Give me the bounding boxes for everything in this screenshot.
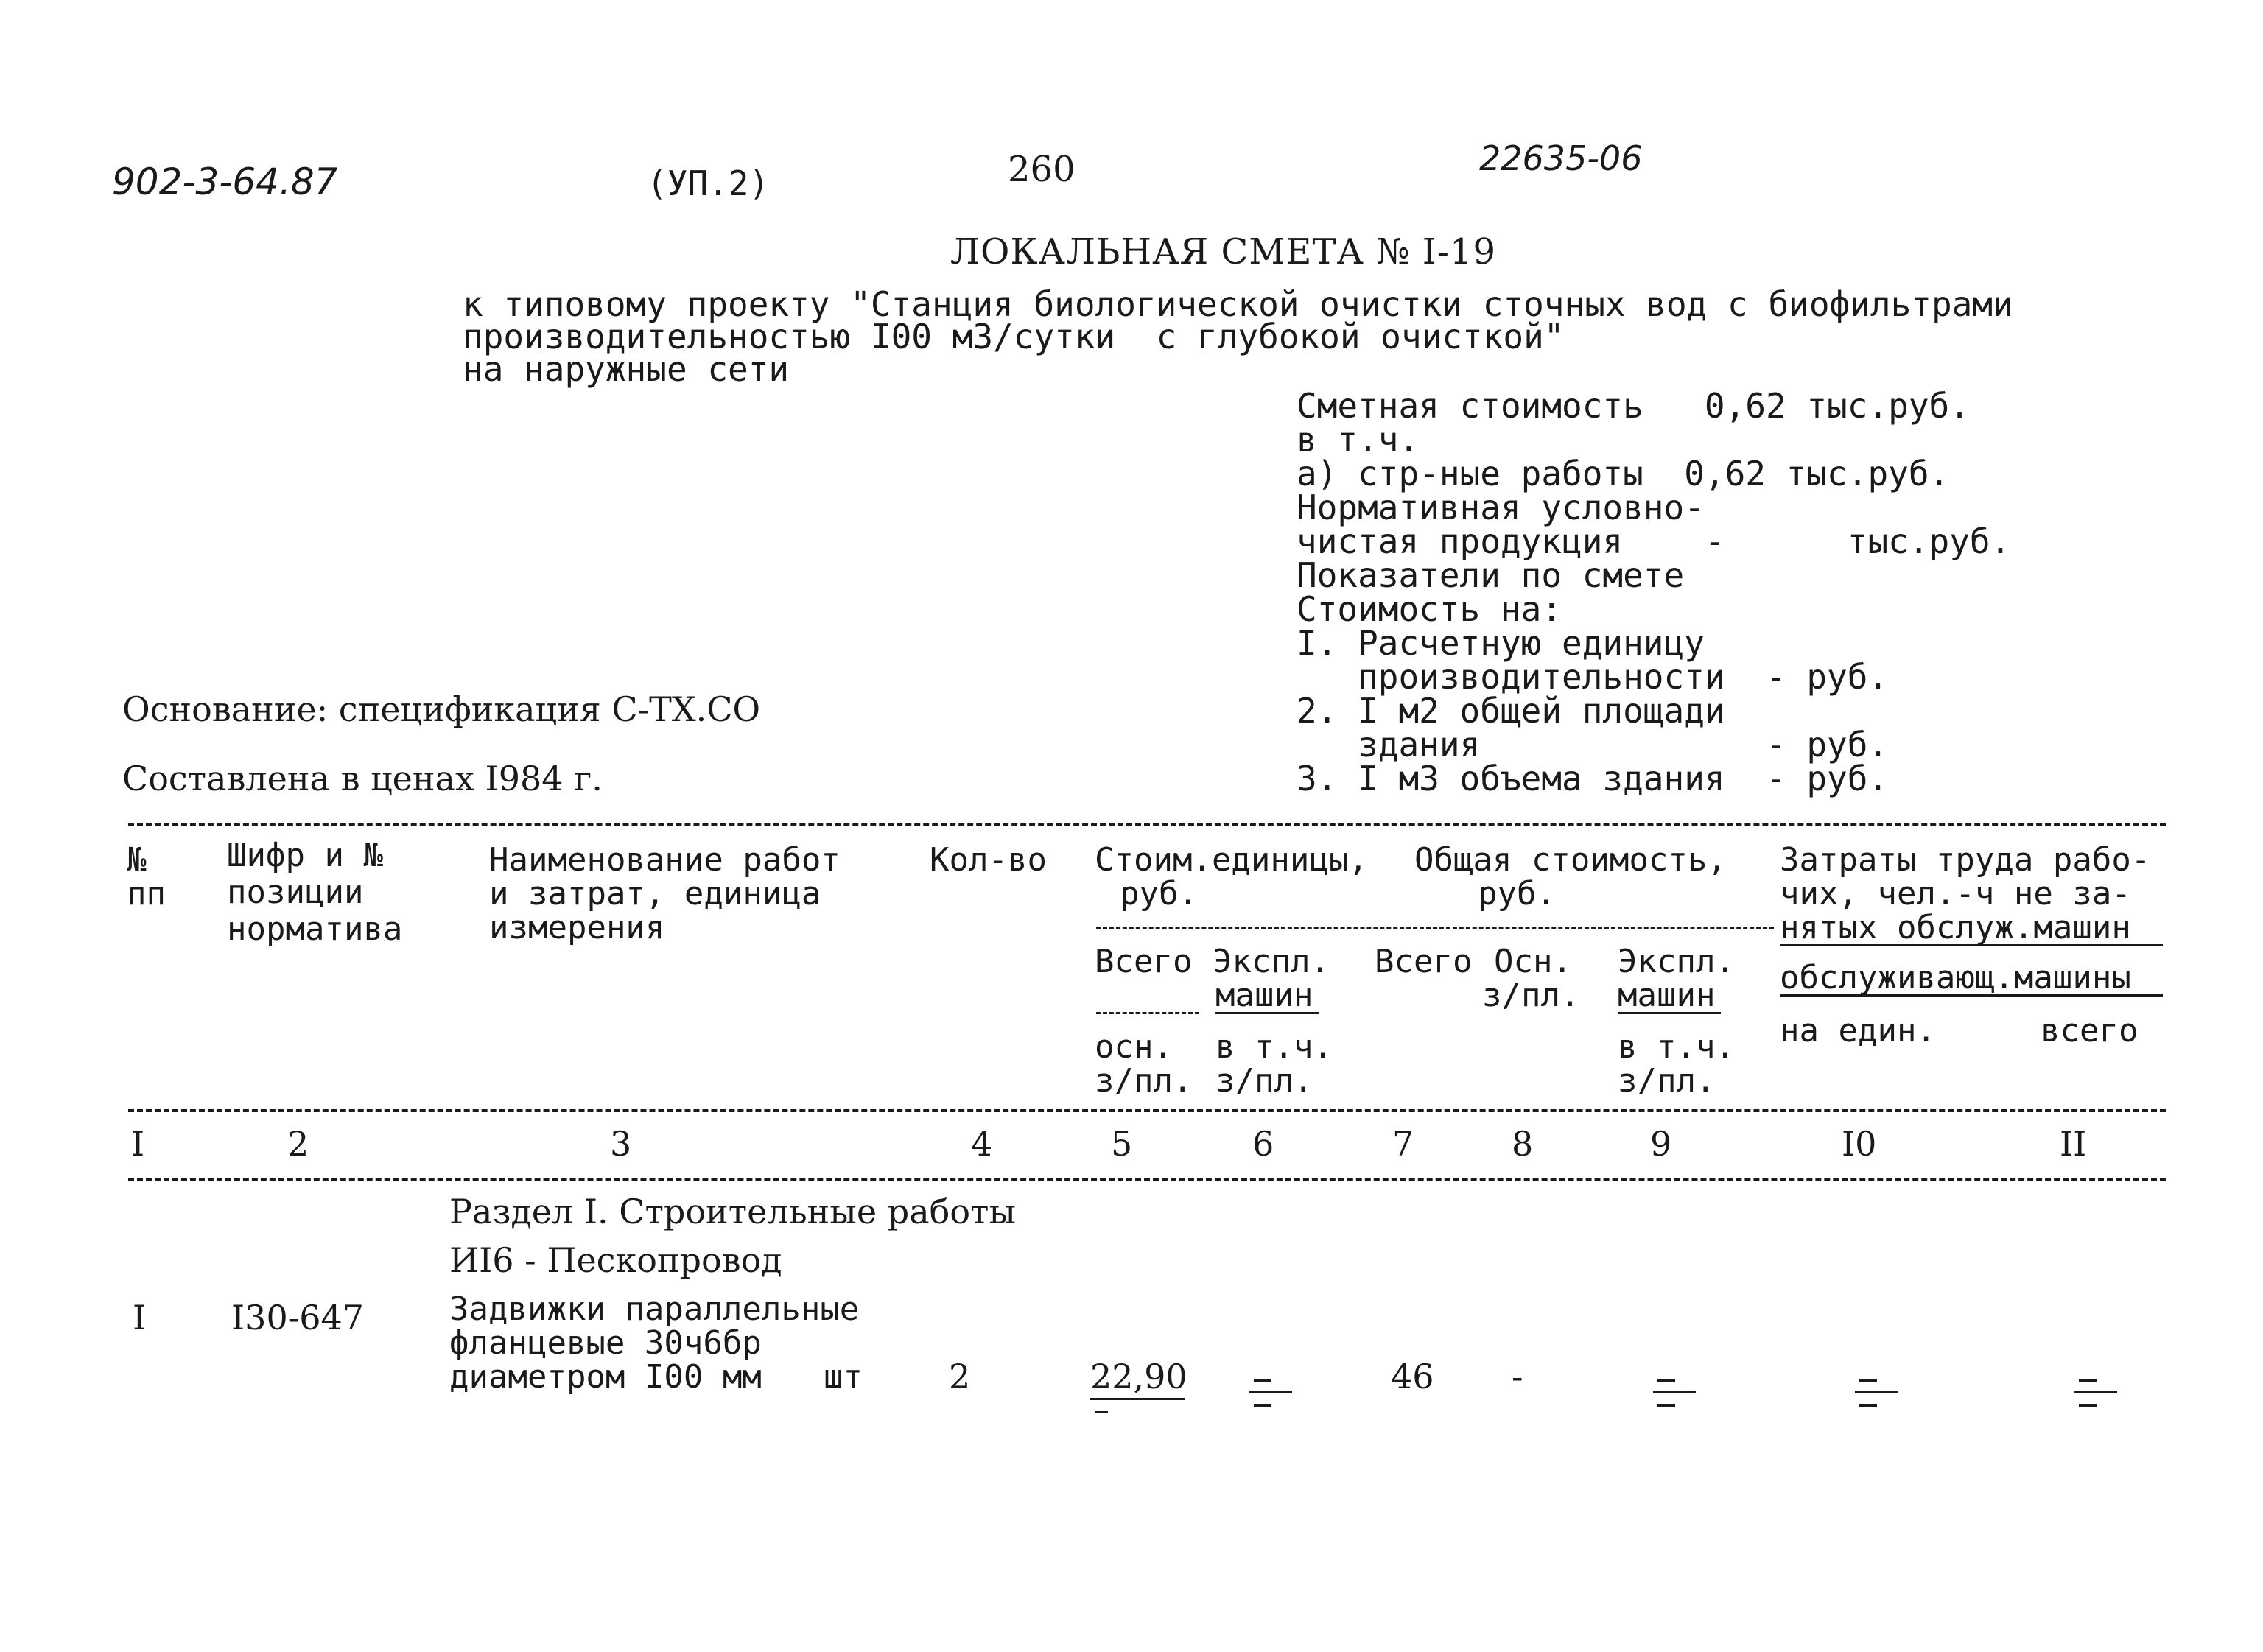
- header-total-expl-line2: машин: [1618, 977, 1716, 1014]
- inventory-number: 22635-06: [1479, 138, 1643, 178]
- header-all: всего: [2041, 1012, 2139, 1050]
- empty-value-mark: [1855, 1379, 1898, 1410]
- summary-line: Сметная стоимость 0,62 тыс.руб.: [1297, 386, 1970, 426]
- header-mid-rule: [1096, 927, 1774, 929]
- header-unit-expl-underline: [1215, 1012, 1319, 1014]
- prices-text: Составлена в ценах I984 г.: [122, 759, 603, 798]
- column-number: 5: [1111, 1124, 1133, 1164]
- empty-value-mark: [1653, 1379, 1696, 1410]
- row-code: I30-647: [231, 1298, 365, 1338]
- header-labor-underline-1: [1780, 944, 2163, 946]
- header-total-osn-line1: Осн.: [1494, 943, 1572, 980]
- row-unit-cost-underline: [1090, 1398, 1185, 1400]
- column-number: 3: [610, 1124, 632, 1164]
- doc-code: 902-3-64.87: [112, 161, 338, 203]
- header-total-vtch-line1: в т.ч.: [1618, 1028, 1735, 1066]
- header-col3-line2: и затрат, единица: [489, 875, 821, 913]
- summary-line: Нормативная условно-: [1297, 488, 1705, 527]
- page-number: 260: [1008, 149, 1076, 190]
- page-title: ЛОКАЛЬНАЯ СМЕТА № I-19: [950, 231, 1497, 273]
- column-number: 6: [1252, 1124, 1274, 1164]
- header-unit-expl-line1: Экспл.: [1213, 943, 1330, 980]
- header-per-unit: на един.: [1780, 1012, 1936, 1050]
- header-unit-expl-line2: машин: [1215, 977, 1313, 1014]
- summary-line: 2. I м2 общей площади: [1297, 691, 1725, 731]
- row-qty: 2: [949, 1357, 971, 1396]
- header-unit-total: Всего: [1095, 943, 1193, 980]
- row-name-line2: фланцевые 30ч6бр: [449, 1324, 762, 1362]
- subtitle-line-1: к типовому проекту "Станция биологической очистки сточных вод с биофильтрами: [463, 284, 2013, 324]
- header-labor-underline-2: [1780, 994, 2163, 997]
- summary-line: здания - руб.: [1297, 725, 1889, 765]
- album-code: (УП.2): [647, 164, 770, 203]
- header-labor-line1: Затраты труда рабо-: [1780, 841, 2151, 879]
- section-title: Раздел I. Строительные работы: [449, 1192, 1017, 1231]
- column-number: I: [131, 1124, 145, 1164]
- header-osn-zp-line1: осн.: [1095, 1028, 1173, 1066]
- row-name-line1: Задвижки параллельные: [449, 1290, 860, 1328]
- header-col1-line1: №: [127, 841, 147, 879]
- column-numbers-bottom-rule: [128, 1178, 2166, 1181]
- summary-line: 3. I м3 объема здания - руб.: [1297, 759, 1889, 798]
- column-numbers-top-rule: [128, 1109, 2166, 1112]
- header-total-cost-line1: Общая стоимость,: [1414, 841, 1727, 879]
- column-number: I0: [1842, 1124, 1877, 1164]
- column-number: 4: [971, 1124, 993, 1164]
- header-labor-line2: чих, чел.-ч не за-: [1780, 875, 2131, 913]
- header-labor-line3: нятых обслуж.машин: [1780, 909, 2131, 946]
- row-unit-cost: 22,90: [1090, 1357, 1187, 1396]
- summary-line: Показатели по смете: [1297, 555, 1685, 595]
- row-osn-zp: -: [1512, 1357, 1523, 1396]
- row-unit: шт: [824, 1358, 863, 1396]
- header-unit-cost-line2: руб.: [1120, 875, 1198, 913]
- summary-line: чистая продукция - тыс.руб.: [1297, 521, 2011, 561]
- subtitle-line-3: на наружные сети: [463, 349, 790, 389]
- header-col1-line2: пп: [127, 875, 166, 913]
- header-labor-line4: обслуживающ.машины: [1780, 959, 2131, 997]
- header-total-expl-underline: [1618, 1012, 1721, 1014]
- row-number: I: [133, 1298, 147, 1338]
- header-col2-line2: позиции: [227, 874, 364, 911]
- header-total-total: Всего: [1375, 943, 1473, 980]
- summary-line: а) стр-ные работы 0,62 тыс.руб.: [1297, 454, 1950, 493]
- column-number: 9: [1650, 1124, 1672, 1164]
- header-unit-total-rule: [1096, 1012, 1199, 1014]
- header-col2-line3: норматива: [227, 910, 403, 948]
- basis-text: Основание: спецификация С-ТХ.СО: [122, 689, 761, 729]
- column-number: 7: [1392, 1124, 1414, 1164]
- column-number: 8: [1512, 1124, 1534, 1164]
- summary-line: в т.ч.: [1297, 420, 1420, 460]
- header-total-osn-line2: з/пл.: [1482, 977, 1580, 1014]
- header-col3-line1: Наименование работ: [489, 841, 841, 879]
- summary-line: Стоимость на:: [1297, 589, 1562, 629]
- row-name-line3: диаметром I00 мм: [449, 1358, 762, 1396]
- empty-value-mark: [2074, 1379, 2117, 1410]
- header-total-cost-line2: руб.: [1478, 875, 1556, 913]
- header-vtch-line2: з/пл.: [1215, 1062, 1313, 1100]
- table-top-rule: [128, 823, 2166, 826]
- summary-line: I. Расчетную единицу: [1297, 623, 1705, 663]
- header-osn-zp-line2: з/пл.: [1095, 1062, 1193, 1100]
- header-col3-line3: измерения: [489, 909, 665, 946]
- row-total-cost: 46: [1391, 1357, 1434, 1396]
- header-vtch-line1: в т.ч.: [1215, 1028, 1333, 1066]
- header-col2-line1: Шифр и №: [227, 837, 383, 874]
- header-total-expl-line1: Экспл.: [1618, 943, 1735, 980]
- subsection-title: ИI6 - Пескопровод: [449, 1240, 782, 1280]
- row-unit-cost-dash: [1095, 1411, 1108, 1413]
- header-total-vtch-line2: з/пл.: [1618, 1062, 1716, 1100]
- summary-line: производительности - руб.: [1297, 657, 1889, 697]
- header-col4: Кол-во: [930, 841, 1047, 879]
- column-number: 2: [287, 1124, 309, 1164]
- header-unit-cost-line1: Стоим.единицы,: [1095, 841, 1368, 879]
- column-number: II: [2060, 1124, 2087, 1164]
- empty-value-mark: [1249, 1379, 1292, 1410]
- subtitle-line-2: производительностью I00 м3/сутки с глубокой очисткой": [463, 317, 1565, 356]
